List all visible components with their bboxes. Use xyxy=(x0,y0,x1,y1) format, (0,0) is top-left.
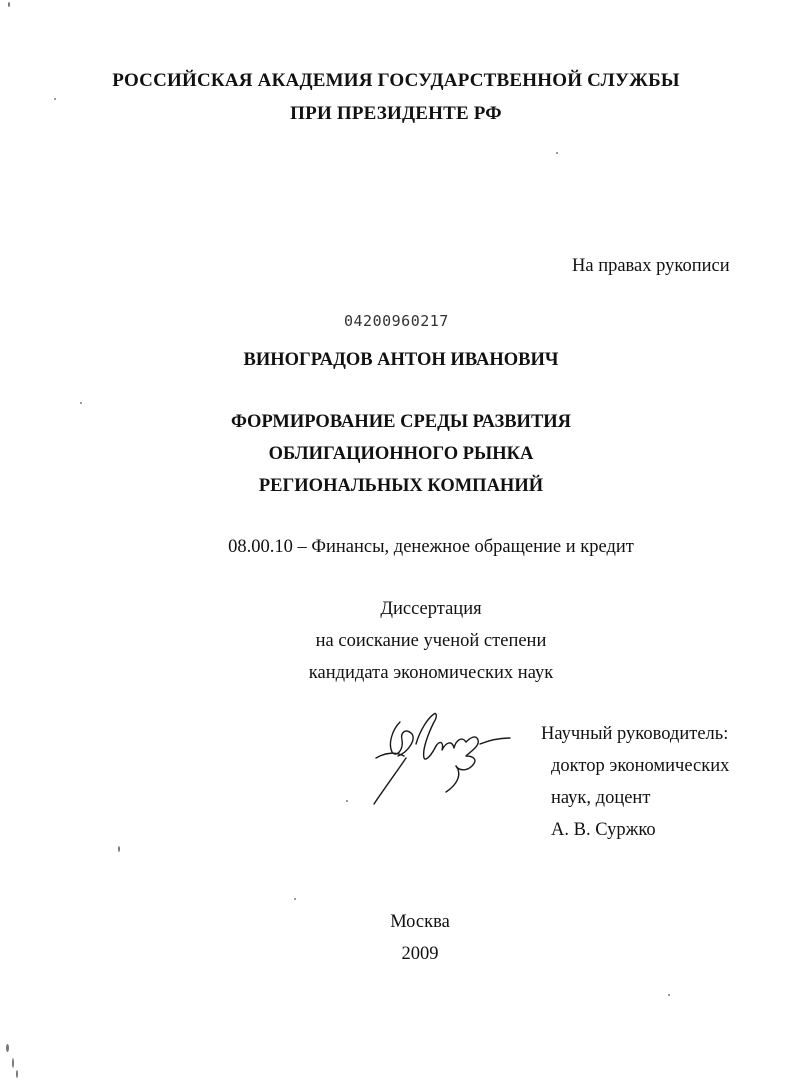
scan-speck xyxy=(8,2,10,7)
title-line-1: ФОРМИРОВАНИЕ СРЕДЫ РАЗВИТИЯ xyxy=(230,412,572,432)
scan-speck xyxy=(118,846,120,852)
document-number: 04200960217 xyxy=(344,312,449,330)
supervisor-degree-line-2: наук, доцент xyxy=(551,788,651,808)
degree-line-1: Диссертация xyxy=(380,599,482,619)
title-line-2: ОБЛИГАЦИОННОГО РЫНКА xyxy=(268,444,534,464)
supervisor-label: Научный руководитель: xyxy=(541,724,729,744)
supervisor-name: А. В. Суржко xyxy=(551,820,656,840)
scan-speck xyxy=(346,800,348,802)
manuscript-note: На правах рукописи xyxy=(572,256,730,276)
author-name: ВИНОГРАДОВ АНТОН ИВАНОВИЧ xyxy=(243,350,559,370)
degree-line-3: кандидата экономических наук xyxy=(308,663,554,683)
scan-speck xyxy=(294,898,296,900)
institution-line-1: РОССИЙСКАЯ АКАДЕМИЯ ГОСУДАРСТВЕННОЙ СЛУЖБЫ xyxy=(112,70,680,91)
author-signature xyxy=(362,700,522,810)
title-line-3: РЕГИОНАЛЬНЫХ КОМПАНИЙ xyxy=(258,476,544,496)
scan-speck xyxy=(12,1058,14,1068)
scan-speck xyxy=(668,994,670,996)
institution-line-2: ПРИ ПРЕЗИДЕНТЕ РФ xyxy=(290,103,502,124)
degree-line-2: на соискание ученой степени xyxy=(315,631,547,651)
scan-speck xyxy=(54,98,56,100)
supervisor-degree-line-1: доктор экономических xyxy=(551,756,730,776)
publication-place: Москва xyxy=(390,912,450,932)
publication-year: 2009 xyxy=(401,944,439,964)
scan-speck xyxy=(16,1070,18,1078)
scan-speck xyxy=(6,1044,9,1052)
specialty-line: 08.00.10 – Финансы, денежное обращение и кредит xyxy=(228,537,634,557)
scan-speck xyxy=(556,152,558,154)
scan-speck xyxy=(80,402,82,404)
